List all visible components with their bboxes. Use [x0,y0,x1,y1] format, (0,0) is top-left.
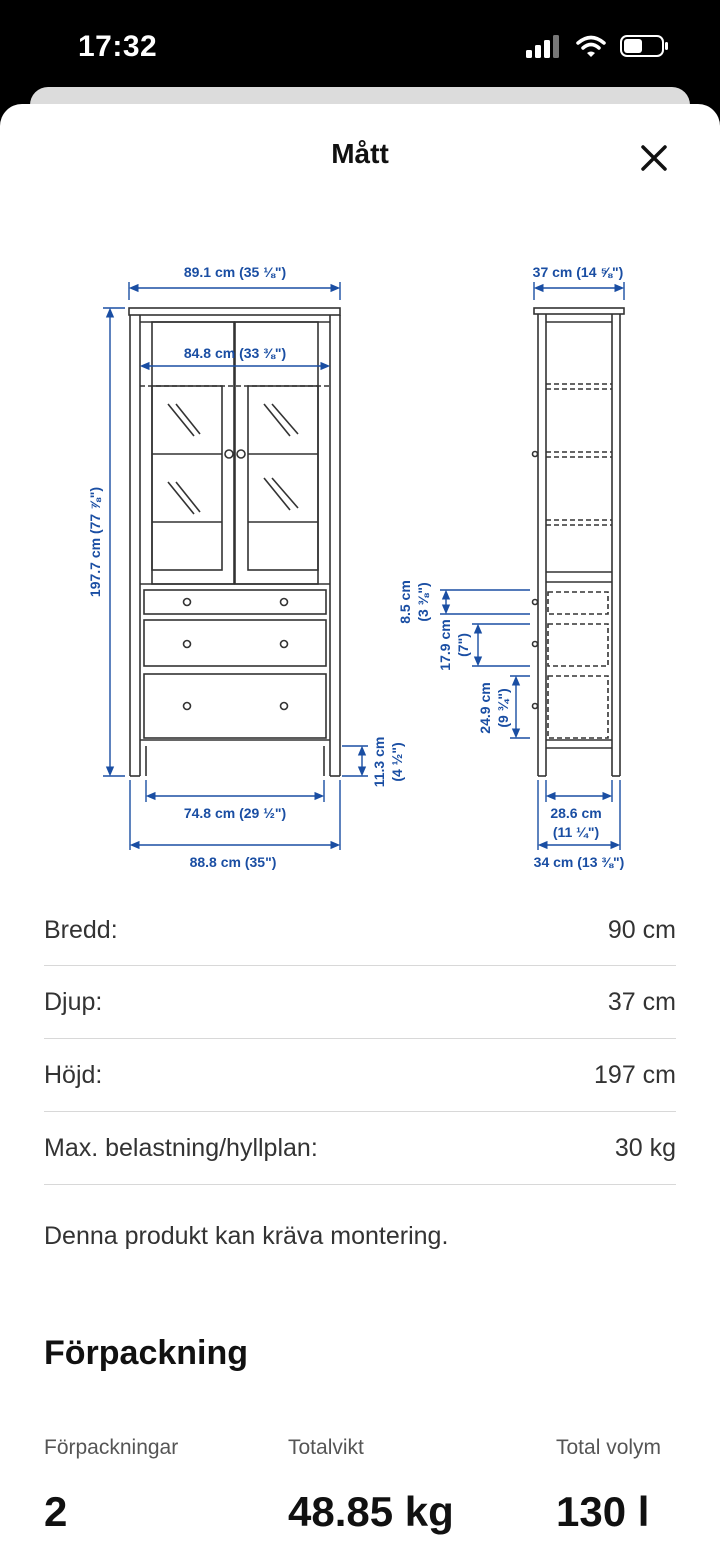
front-inner-width-label: 84.8 cm (33 ⅜") [183,345,287,361]
battery-icon [620,34,670,58]
packages-label: Förpackningar [44,1436,179,1459]
packaging-title: Förpackning [44,1334,249,1372]
side-view-drawing [533,308,625,776]
drawer3-height-cm-label: 24.9 cm [477,682,493,734]
status-time: 17:32 [78,30,158,63]
total-weight-value: 48.85 kg [288,1488,454,1535]
spec-value: 37 cm [607,987,676,1016]
drawer2-height-in-label: (7") [455,633,471,657]
drawer3-height-in-label: (9 ¾") [495,688,511,728]
wifi-icon [576,34,606,58]
spec-label: Höjd: [44,1060,103,1089]
front-top-width-label: 89.1 cm (35 ⅛") [183,264,287,280]
spec-value: 90 cm [607,916,676,944]
dimension-diagram [0,240,720,880]
total-volume-column [556,1436,661,1536]
cellular-signal-icon [526,34,562,58]
side-dimension-lines [440,282,624,850]
side-bottom-depth-label: 34 cm (13 ⅜") [533,854,625,870]
drawer2-height-cm-label: 17.9 cm [437,619,453,671]
total-volume-value: 130 l [556,1488,650,1535]
page-title: Mått [331,138,389,169]
spec-label: Bredd: [44,916,118,944]
status-icons [526,34,670,58]
spec-label: Djup: [44,987,103,1016]
spec-row-height [44,1039,676,1112]
spec-value: 30 kg [614,1133,676,1162]
drawer1-height-cm-label: 8.5 cm [397,580,413,624]
side-top-depth-label: 37 cm (14 ⅝") [532,264,624,280]
status-bar [0,0,720,100]
spec-row-max-load [44,1112,676,1185]
spec-row-width [44,896,676,966]
side-inner-depth-in-label: (11 ¼") [552,824,600,840]
packages-column [44,1436,178,1536]
side-inner-depth-cm-label: 28.6 cm [550,805,602,821]
spec-row-depth [44,966,676,1039]
assembly-note: Denna produkt kan kräva montering. [44,1222,449,1250]
leg-height-cm-label: 11.3 cm [371,736,387,788]
drawer1-height-in-label: (3 ⅜") [415,582,431,622]
total-volume-label: Total volym [556,1436,662,1459]
packages-value: 2 [44,1488,68,1535]
front-bottom-width-label: 88.8 cm (35") [189,854,277,870]
close-button[interactable] [632,138,676,178]
spec-value: 197 cm [594,1060,676,1089]
front-view-drawing [129,308,340,776]
front-height-label: 197.7 cm (77 ⅞") [87,486,103,598]
total-weight-column [288,1436,454,1536]
front-inner-bottom-width-label: 74.8 cm (29 ½") [183,805,287,821]
close-icon [641,145,667,171]
spec-list [44,896,676,1185]
leg-height-in-label: (4 ½") [389,742,405,782]
total-weight-label: Totalvikt [288,1436,364,1459]
spec-label: Max. belastning/hyllplan: [44,1133,318,1162]
